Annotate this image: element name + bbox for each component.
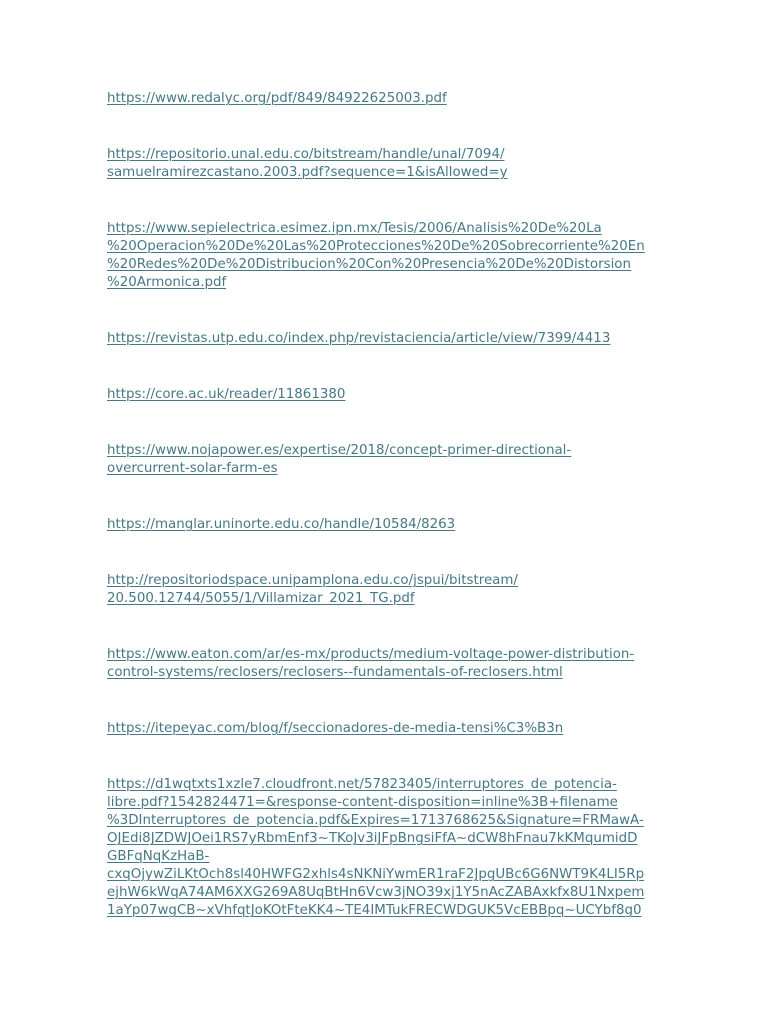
- link-line: https://www.redalyc.org/pdf/849/84922625003.pdf: [107, 91, 447, 106]
- reference-link-unal[interactable]: [107, 146, 667, 182]
- link-line: OJEdi8JZDWJOei1RS7yRbmEnf3~TKoJv3iJFpBngsiFfA~dCW8hFnau7kKMqumidD: [107, 831, 638, 846]
- reference-item: [107, 572, 667, 608]
- reference-link-sepielectrica[interactable]: [107, 220, 667, 292]
- reference-item: [107, 442, 667, 478]
- link-line: ejhW6kWqA74AM6XXG269A8UqBtHn6Vcw3jNO39xj1Y5nAcZABAxkfx8U1Nxpem: [107, 885, 645, 900]
- link-line: %20Armonica.pdf: [107, 275, 227, 290]
- reference-link-unipamplona[interactable]: [107, 572, 667, 608]
- link-line: https://www.sepielectrica.esimez.ipn.mx/Tesis/2006/Analisis%20De%20La: [107, 221, 602, 236]
- reference-item: [107, 220, 667, 292]
- reference-item: [107, 776, 667, 920]
- reference-item: [107, 146, 667, 182]
- link-line: https://core.ac.uk/reader/11861380: [107, 387, 346, 402]
- link-line: https://www.nojapower.es/expertise/2018/concept-primer-directional-: [107, 443, 572, 458]
- link-line: https://www.eaton.com/ar/es-mx/products/medium-voltage-power-distribution-: [107, 647, 635, 662]
- link-line: 1aYp07wgCB~xVhfqtJoKOtFteKK4~TE4IMTukFRECWDGUK5VcEBBpq~UCYbf8g0: [107, 903, 642, 918]
- link-line: https://revistas.utp.edu.co/index.php/revistaciencia/article/view/7399/4413: [107, 331, 611, 346]
- link-line: %3DInterruptores_de_potencia.pdf&Expires=1713768625&Signature=FRMawA-: [107, 813, 644, 828]
- link-line: %20Redes%20De%20Distribucion%20Con%20Presencia%20De%20Distorsion: [107, 257, 631, 272]
- link-line: overcurrent-solar-farm-es: [107, 461, 278, 476]
- reference-item: [107, 330, 667, 348]
- link-line: control-systems/reclosers/reclosers--fundamentals-of-reclosers.html: [107, 665, 563, 680]
- reference-link-cloudfront[interactable]: [107, 776, 667, 920]
- reference-item: [107, 90, 667, 108]
- reference-link-eaton[interactable]: [107, 646, 667, 682]
- document-page: [107, 90, 667, 958]
- reference-link-uninorte[interactable]: [107, 516, 667, 534]
- link-line: libre.pdf?1542824471=&response-content-disposition=inline%3B+filename: [107, 795, 618, 810]
- link-line: https://itepeyac.com/blog/f/seccionadores-de-media-tensi%C3%B3n: [107, 721, 564, 736]
- reference-item: [107, 516, 667, 534]
- reference-link-redalyc[interactable]: [107, 90, 667, 108]
- link-line: 20.500.12744/5055/1/Villamizar_2021_TG.pdf: [107, 591, 415, 606]
- link-line: https://repositorio.unal.edu.co/bitstream/handle/unal/7094/: [107, 147, 505, 162]
- reference-link-itepeyac[interactable]: [107, 720, 667, 738]
- reference-item: [107, 646, 667, 682]
- link-line: %20Operacion%20De%20Las%20Protecciones%20De%20Sobrecorriente%20En: [107, 239, 645, 254]
- link-line: GBFqNqKzHaB-: [107, 849, 210, 864]
- reference-link-nojapower[interactable]: [107, 442, 667, 478]
- reference-link-core[interactable]: [107, 386, 667, 404]
- reference-item: [107, 720, 667, 738]
- link-line: http://repositoriodspace.unipamplona.edu.co/jspui/bitstream/: [107, 573, 518, 588]
- link-line: cxqOjywZiLKtOch8sl40HWFG2xhls4sNKNiYwmER1raF2JpgUBc6G6NWT9K4LI5Rp: [107, 867, 645, 882]
- reference-link-utp[interactable]: [107, 330, 667, 348]
- reference-item: [107, 386, 667, 404]
- link-line: https://d1wqtxts1xzle7.cloudfront.net/57823405/interruptores_de_potencia-: [107, 777, 617, 792]
- link-line: https://manglar.uninorte.edu.co/handle/10584/8263: [107, 517, 456, 532]
- link-line: samuelramirezcastano.2003.pdf?sequence=1&isAllowed=y: [107, 165, 508, 180]
